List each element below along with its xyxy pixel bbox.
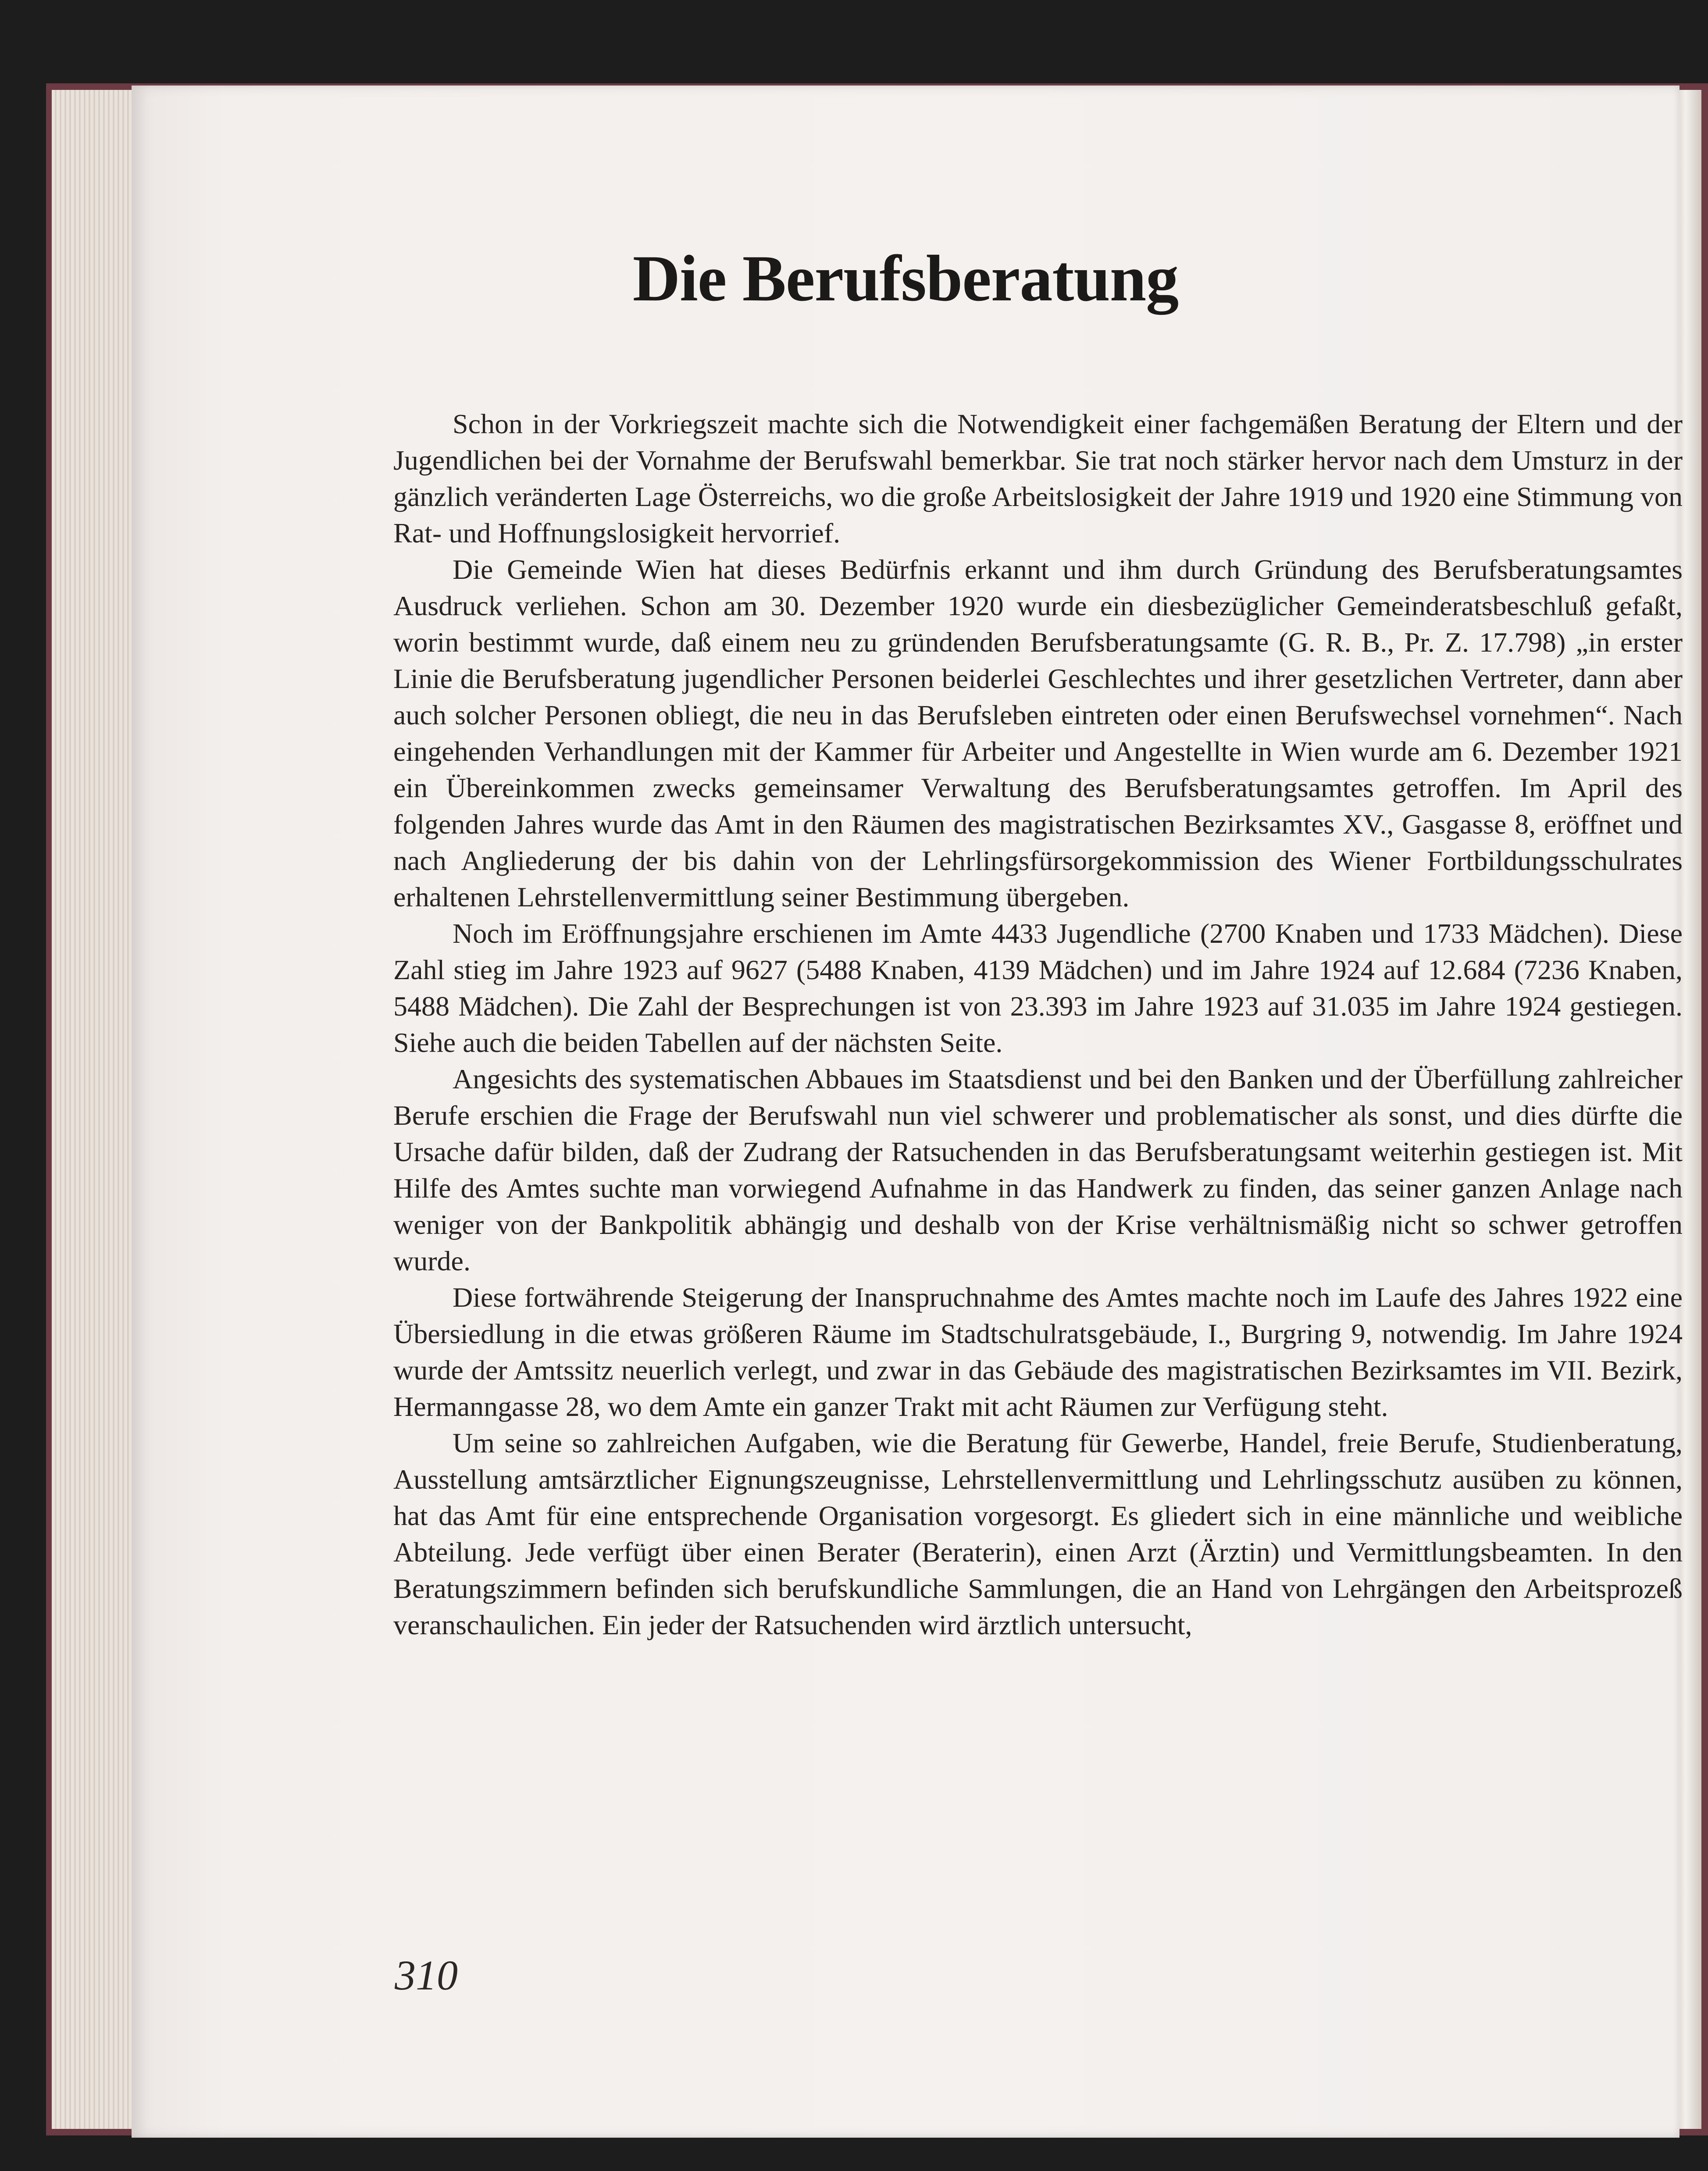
book-page [132,86,1683,2138]
paragraph: Um seine so zahlreichen Aufgaben, wie die Beratung für Gewerbe, Handel, freie Berufe, Studienberatung, Ausstellung amtsärztlicher Eignungszeugnisse, Lehrstellenvermittlung und Lehrlingsschutz ausüben zu können, hat das Amt für eine entsprechende Organisation vorgesorgt. Es gliedert sich in eine männliche und weibliche Abteilung. Jede verfügt über einen Berater (Beraterin), einen Arzt (Ärztin) und Vermittlungsbeamten. In den Beratungszimmern befinden sich berufskundliche Sammlungen, die an Hand von Lehrgängen den Arbeitsprozeß veranschaulichen. Ein jeder der Ratsuchenden wird ärztlich untersucht, [393,1427,1683,1640]
body-text [393,406,1683,1643]
paragraph: Diese fortwährende Steigerung der Inanspruchnahme des Amtes machte noch im Laufe des Jahres 1922 eine Übersiedlung in die etwas größeren Räume im Stadtschulratsgebäude, I., Burgring 9, notwendig. Im Jahre 1924 wurde der Amtssitz neuerlich verlegt, und zwar in das Gebäude des magistratischen Bezirksamtes im VII. Bezirk, Hermanngasse 28, wo dem Amte ein ganzer Trakt mit acht Räumen zur Verfügung steht. [393,1282,1683,1422]
paragraph: Die Gemeinde Wien hat dieses Bedürfnis erkannt und ihm durch Gründung des Berufsberatungsamtes Ausdruck verliehen. Schon am 30. Dezember 1920 wurde ein diesbezüglicher Gemeinderatsbeschluß gefaßt, worin bestimmt wurde, daß einem neu zu gründenden Berufsberatungsamte (G. R. B., Pr. Z. 17.798) „in erster Linie die Berufsberatung jugendlicher Personen beiderlei Geschlechtes und ihrer gesetzlichen Vertreter, dann aber auch solcher Personen obliegt, die neu in das Berufsleben eintreten oder einen Berufswechsel vornehmen“. Nach eingehenden Verhandlungen mit der Kammer für Arbeiter und Angestellte in Wien wurde am 6. Dezember 1921 ein Übereinkommen zwecks gemeinsamer Verwaltung des Berufsberatungsamtes getroffen. Im April des folgenden Jahres wurde das Amt in den Räumen des magistratischen Bezirksamtes XV., Gasgasse 8, eröffnet und nach Angliederung der bis dahin von der Lehrlingsfürsorgekommission des Wiener Fortbildungsschulrates erhaltenen Lehrstellenvermittlung seiner Bestimmung übergeben. [393,554,1683,913]
paragraph: Angesichts des systematischen Abbaues im Staatsdienst und bei den Banken und der Überfüllung zahlreicher Berufe erschien die Frage der Berufswahl nun viel schwerer und problematischer als sonst, und dies dürfte die Ursache dafür bilden, daß der Zudrang der Ratsuchenden in das Berufsberatungsamt weiterhin gestiegen ist. Mit Hilfe des Amtes suchte man vorwiegend Aufnahme in das Handwerk zu finden, das seiner ganzen Anlage nach weniger von der Bankpolitik abhängig und deshalb von der Krise verhältnismäßig nicht so schwer getroffen wurde. [393,1063,1683,1276]
page-number: 310 [395,1952,458,1999]
page-title: Die Berufsberatung [632,242,1179,315]
page-edges [52,90,139,2129]
paragraph: Schon in der Vorkriegszeit machte sich die Notwendigkeit einer fachgemäßen Beratung der Eltern und der Jugendlichen bei der Vornahme der Berufswahl bemerkbar. Sie trat noch stärker hervor nach dem Umsturz in der gänzlich veränderten Lage Österreichs, wo die große Arbeitslosigkeit der Jahre 1919 und 1920 eine Stimmung von Rat- und Hoffnungslosigkeit hervorrief. [393,408,1683,549]
paragraph: Noch im Eröffnungsjahre erschienen im Amte 4433 Jugendliche (2700 Knaben und 1733 Mädchen). Diese Zahl stieg im Jahre 1923 auf 9627 (5488 Knaben, 4139 Mädchen) und im Jahre 1924 auf 12.684 (7236 Knaben, 5488 Mädchen). Die Zahl der Besprechungen ist von 23.393 im Jahre 1923 auf 31.035 im Jahre 1924 gestiegen. Siehe auch die beiden Tabellen auf der nächsten Seite. [393,918,1683,1058]
